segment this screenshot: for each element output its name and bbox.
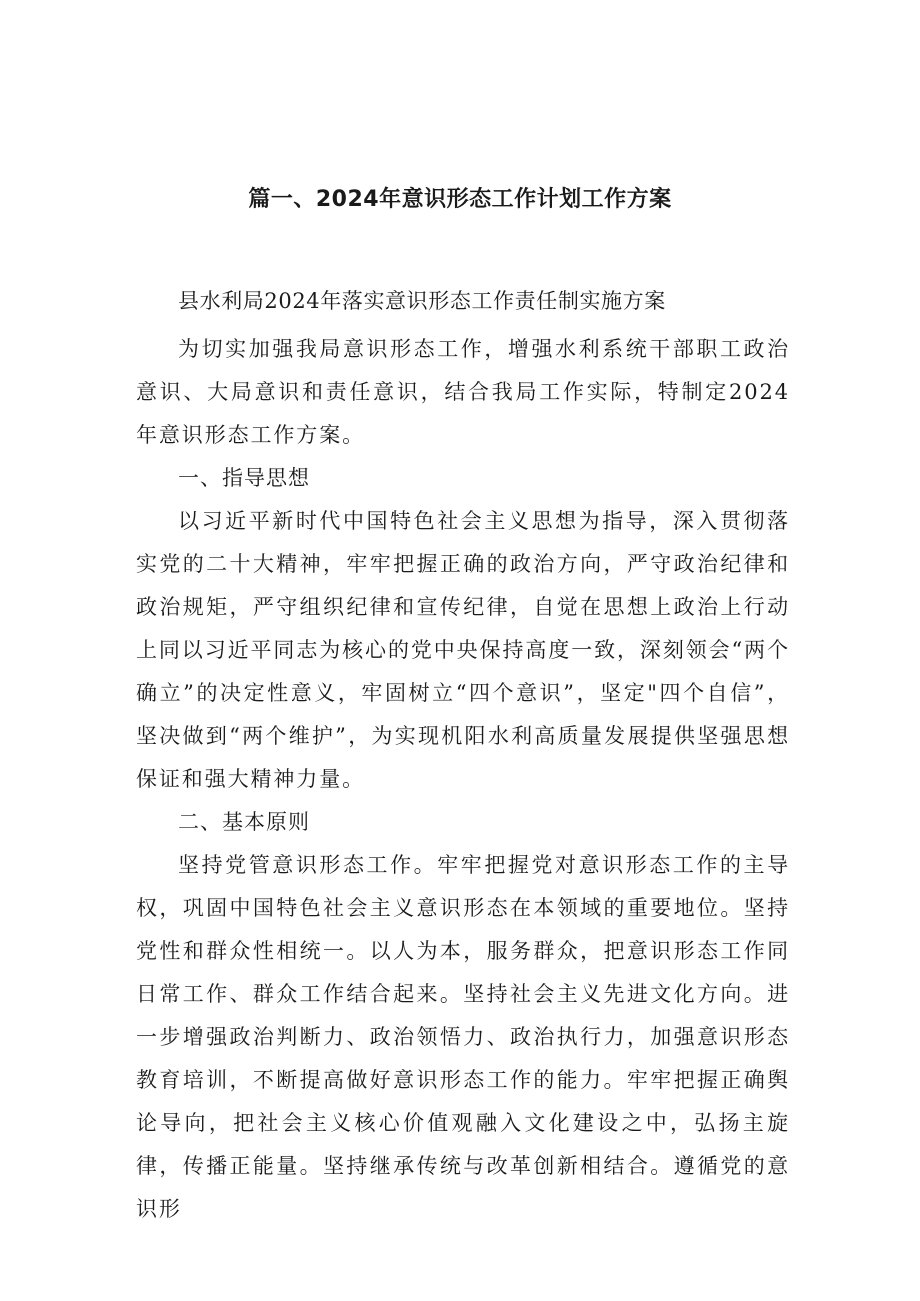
document-subtitle: 县水利局2024年落实意识形态工作责任制实施方案 xyxy=(178,289,666,313)
section-heading-guiding-thought: 一、指导思想 xyxy=(178,466,310,490)
document-title: 篇一、2024年意识形态工作计划工作方案 xyxy=(248,187,672,212)
section-paragraph-guiding-thought: 以习近平新时代中国特色社会主义思想为指导，深入贯彻落实党的二十大精神，牢牢把握正确的政治方向，严守政治纪律和政治规矩，严守组织纪律和宣传纪律，自觉在思想上政治上行动上同以习近平同志为核心的党中央保持高度一致，深刻领会“两个确立”的决定性意义，牢固树立“四个意识”，坚定"四个自信”，坚决做到“两个维护”，为实现机阳水利高质量发展提供坚强思想保证和强大精神力量。 xyxy=(136,509,790,791)
document-body xyxy=(136,280,790,1231)
section-paragraph-basic-principles: 坚持党管意识形态工作。牢牢把握党对意识形态工作的主导权，巩固中国特色社会主义意识形态在本领域的重要地位。坚持党性和群众性相统一。以人为本，服务群众，把意识形态工作同日常工作、群众工作结合起来。坚持社会主义先进文化方向。进一步增强政治判断力、政治领悟力、政治执行力，加强意识形态教育培训，不断提高做好意识形态工作的能力。牢牢把握正确舆论导向，把社会主义核心价值观融入文化建设之中，弘扬主旋律，传播正能量。坚持继承传统与改革创新相结合。遵循党的意识形 xyxy=(136,853,790,1221)
intro-paragraph: 为切实加强我局意识形态工作，增强水利系统干部职工政治意识、大局意识和责任意识，结合我局工作实际，特制定2024年意识形态工作方案。 xyxy=(136,337,790,447)
section-heading-basic-principles: 二、基本原则 xyxy=(178,810,310,834)
